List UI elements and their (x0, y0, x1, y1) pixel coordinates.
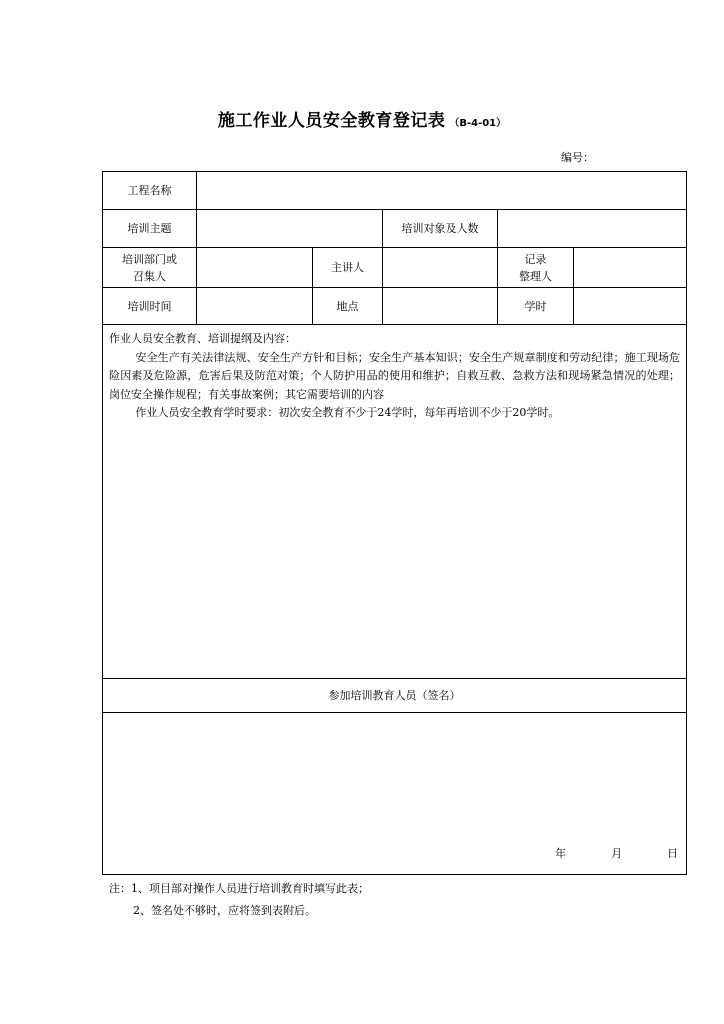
content-row (103, 325, 687, 679)
location-label: 地点 (313, 288, 383, 325)
month-label: 月 (611, 847, 623, 860)
training-time-field[interactable] (197, 288, 313, 325)
recorder-label (498, 248, 574, 288)
lecturer-label: 主讲人 (313, 248, 383, 288)
training-target-field[interactable] (498, 210, 687, 248)
form-code: （B-4-01） (449, 118, 507, 129)
training-time-row (103, 288, 687, 325)
department-row (103, 248, 687, 288)
registration-form-table (102, 171, 687, 875)
department-field[interactable] (197, 248, 313, 288)
recorder-label-line2: 整理人 (519, 269, 552, 283)
project-name-field[interactable] (197, 172, 687, 210)
date-row (555, 845, 678, 862)
training-target-label: 培训对象及人数 (383, 210, 498, 248)
participants-label: 参加培训教育人员（签名） (103, 679, 687, 713)
note-2: 2、签名处不够时，应将签到表附后。 (133, 904, 316, 917)
lecturer-field[interactable] (383, 248, 498, 288)
year-label: 年 (555, 847, 567, 860)
training-topic-field[interactable] (197, 210, 383, 248)
recorder-label-line1: 记录 (524, 252, 547, 266)
department-label-line1: 培训部门或 (122, 252, 177, 266)
hours-label: 学时 (498, 288, 574, 325)
page-title-block (0, 106, 724, 131)
page-title: 施工作业人员安全教育登记表 (217, 111, 446, 131)
recorder-field[interactable] (574, 248, 687, 288)
hours-field[interactable] (574, 288, 687, 325)
signature-row (103, 713, 687, 875)
project-name-label: 工程名称 (103, 172, 197, 210)
training-time-label: 培训时间 (103, 288, 197, 325)
training-topic-label: 培训主题 (103, 210, 197, 248)
participants-header-row (103, 679, 687, 713)
training-content-area[interactable] (103, 325, 687, 679)
form-number-label: 编号： (561, 151, 594, 164)
project-name-row (103, 172, 687, 210)
day-label: 日 (667, 847, 679, 860)
department-label (103, 248, 197, 288)
training-topic-row (103, 210, 687, 248)
department-label-line2: 召集人 (133, 269, 166, 283)
location-field[interactable] (383, 288, 498, 325)
content-paragraph-2: 作业人员安全教育学时要求：初次安全教育不少于24学时，每年再培训不少于20学时。 (135, 406, 560, 419)
content-paragraph-1: 安全生产有关法律法规、安全生产方针和目标；安全生产基本知识；安全生产规章制度和劳动纪律；施工现场危险因素及危险源，危害后果及防范对策；个人防护用品的使用和维护；自救互救、急救方法和现场紧急情况的处理；岗位安全操作规程；有关事故案例；其它需要培训的内容 (109, 350, 681, 401)
signature-area[interactable] (103, 713, 687, 875)
note-1: 注：1、项目部对操作人员进行培训教育时填写此表； (109, 882, 369, 895)
content-heading: 作业人员安全教育、培训提纲及内容： (109, 332, 296, 345)
